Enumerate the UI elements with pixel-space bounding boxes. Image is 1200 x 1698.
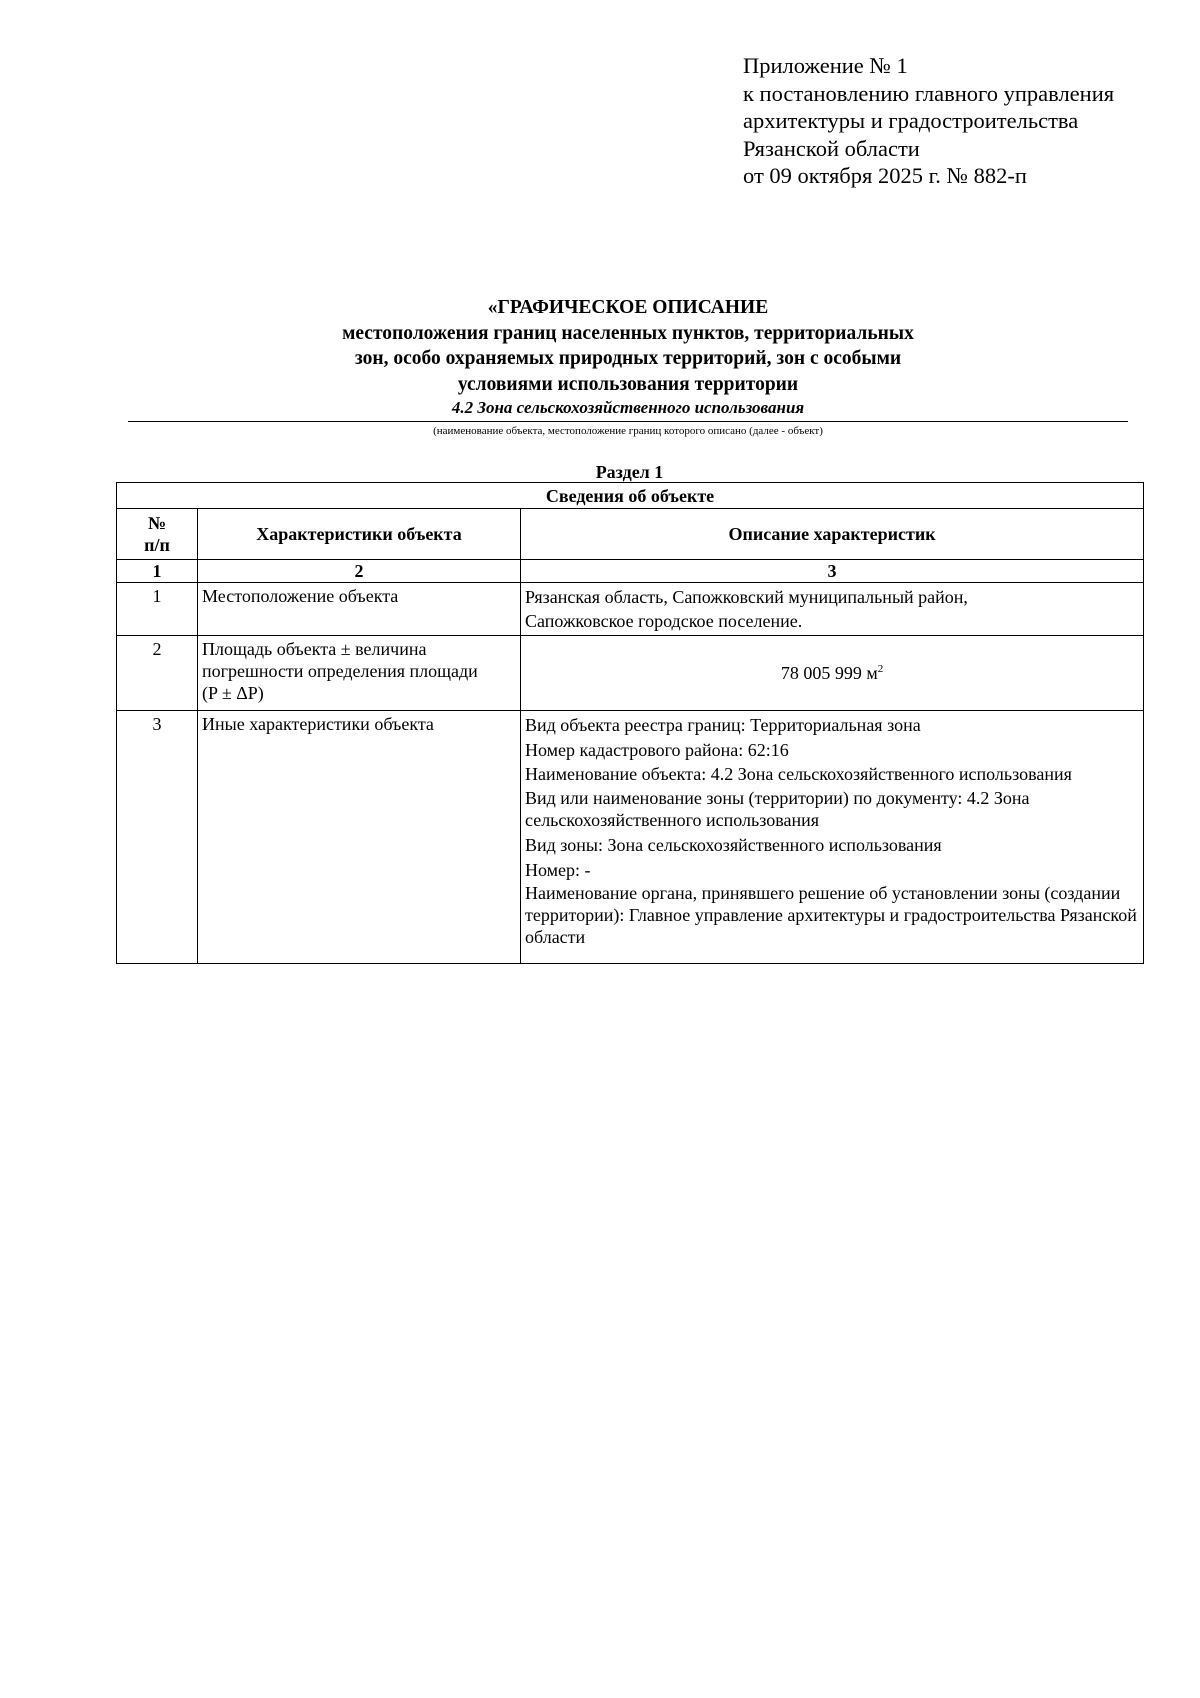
appendix-line: к постановлению главного управления: [743, 80, 1115, 106]
appendix-line: от 09 октября 2025 г. № 882-п: [743, 163, 1027, 188]
description-line: Рязанская область, Сапожковский муниципальный район,: [525, 587, 968, 607]
table-row: [117, 636, 1144, 711]
area-unit-superscript: 2: [877, 663, 884, 675]
table-header-row: [117, 509, 1144, 560]
description-item: Наименование органа, принявшего решение об установлении зоны (создании территории): Главное управление архитектуры и градостроительства Рязанской области: [525, 883, 1137, 947]
section-title: Раздел 1: [595, 462, 664, 482]
object-info-table: [116, 482, 1144, 964]
characteristic-line: погрешности определения площади: [202, 661, 478, 681]
row-description: [521, 583, 1144, 636]
header-description: Описание характеристик: [521, 509, 1144, 560]
object-name-caption: (наименование объекта, местоположение границ которого описано (далее - объект): [433, 425, 823, 437]
table-row: [117, 583, 1144, 636]
row-characteristic: [198, 636, 521, 711]
row-number: 3: [117, 711, 198, 964]
column-number: 3: [521, 560, 1144, 583]
column-number-row: [117, 560, 1144, 583]
row-description: [521, 711, 1144, 964]
row-characteristic: Местоположение объекта: [198, 583, 521, 636]
characteristic-line: Площадь объекта ± величина: [202, 639, 427, 659]
description-item: Номер: -: [525, 859, 591, 880]
characteristic-line: (P ± ΔP): [202, 683, 264, 703]
document-subtitle-line: условиями использования территории: [457, 373, 799, 395]
document-title: «ГРАФИЧЕСКОЕ ОПИСАНИЕ: [487, 297, 769, 318]
appendix-line: архитектуры и градостроительства: [743, 108, 1079, 133]
appendix-header: [743, 52, 1114, 190]
description-item: Наименование объекта: 4.2 Зона сельскохозяйственного использования: [525, 764, 1072, 784]
object-name: 4.2 Зона сельскохозяйственного использования: [128, 398, 1128, 422]
row-number: 2: [117, 636, 198, 711]
header-num: [117, 509, 198, 560]
document-subtitle-line: зон, особо охраняемых природных территорий, зон с особыми: [354, 348, 902, 369]
header-num-line: п/п: [144, 535, 170, 555]
description-item: Вид зоны: Зона сельскохозяйственного использования: [525, 835, 942, 855]
column-number: 2: [198, 560, 521, 583]
area-value: 78 005 999 м: [780, 663, 878, 683]
description-line: Сапожковское городское поселение.: [525, 611, 803, 631]
document-subtitle-line: местоположения границ населенных пунктов, территориальных: [342, 322, 914, 344]
description-item: Вид объекта реестра границ: Территориальная зона: [525, 715, 921, 735]
row-characteristic: Иные характеристики объекта: [198, 711, 521, 964]
row-number: 1: [117, 583, 198, 636]
table-row: [117, 711, 1144, 964]
table-caption-row: [117, 483, 1144, 509]
appendix-line: Приложение № 1: [743, 53, 908, 78]
appendix-line: Рязанской области: [743, 135, 920, 161]
column-number: 1: [117, 560, 198, 583]
description-item: Номер кадастрового района: 62:16: [525, 739, 789, 760]
header-num-line: №: [147, 513, 167, 533]
area-value-cell: [521, 636, 1144, 711]
header-characteristics: Характеристики объекта: [198, 509, 521, 560]
description-item: Вид или наименование зоны (территории) по документу: 4.2 Зона сельскохозяйственного использования: [525, 787, 1030, 830]
table-caption: Сведения об объекте: [117, 483, 1144, 509]
document-title-block: [128, 295, 1128, 438]
